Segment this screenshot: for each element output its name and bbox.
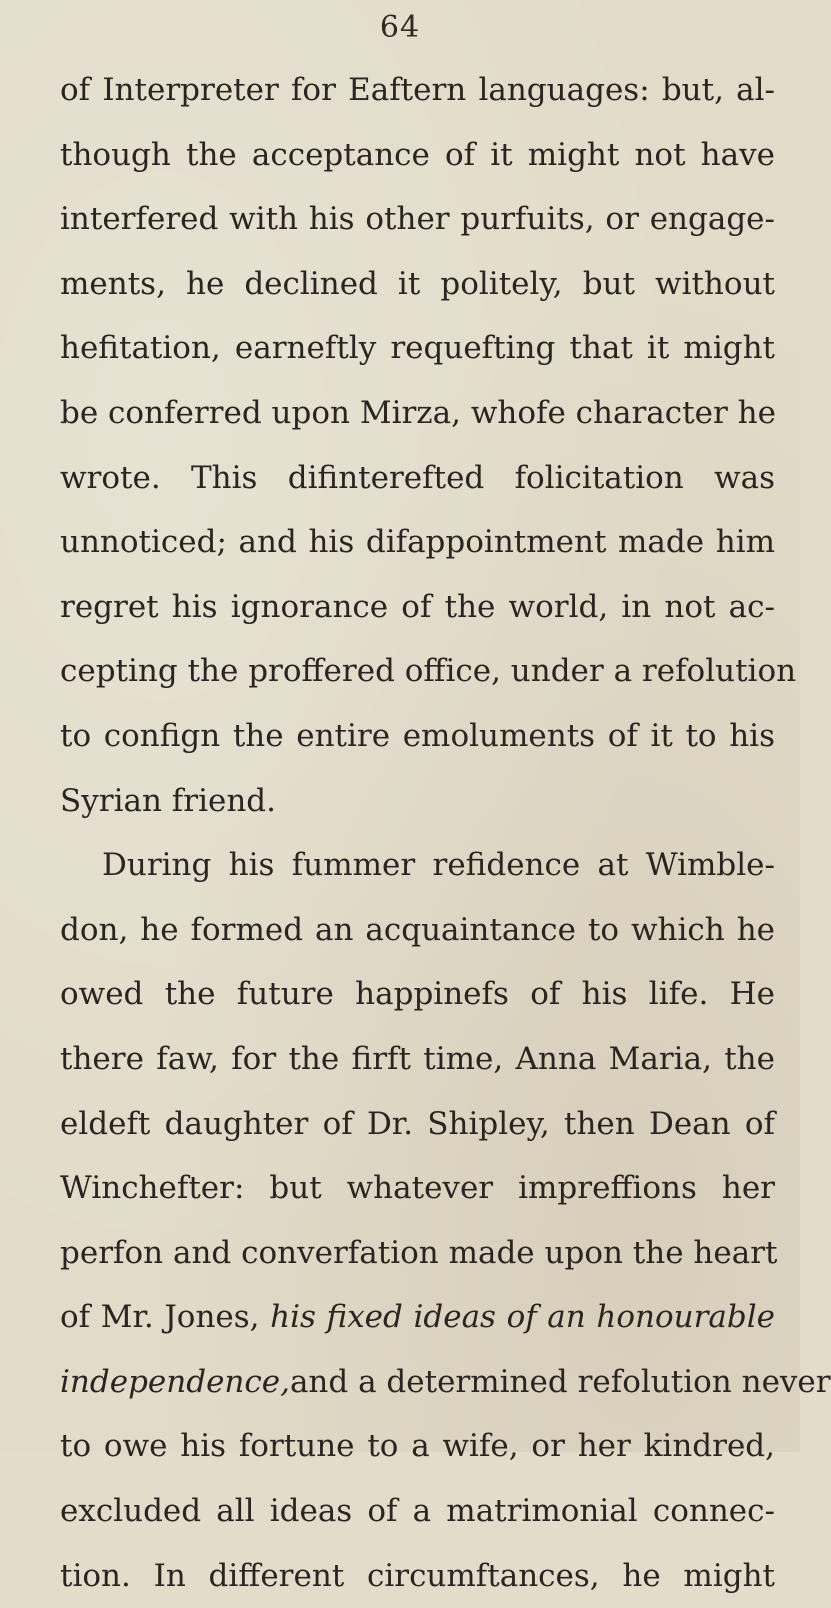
text-line: regret his ignorance of the world, in not ac- — [60, 588, 775, 625]
paragraph-end-line: Syrian friend. — [60, 782, 277, 819]
italic-text-run: independence, — [60, 1363, 290, 1400]
text-line: to owe his fortune to a wife, or her kindred, — [60, 1428, 775, 1465]
text-line: tion. In different circumftances, he might — [60, 1557, 775, 1594]
text-line: interfered with his other purfuits, or engage- — [60, 201, 775, 238]
text-line — [60, 1350, 831, 1415]
body-text — [60, 58, 831, 1608]
text-line: perfon and converfation made upon the heart — [60, 1234, 778, 1271]
text-line: ments, he declined it politely, but without — [60, 265, 775, 302]
text-line: cepting the proffered office, under a refolution — [60, 653, 797, 690]
text-line: of Interpreter for Eaftern languages: but, al- — [60, 72, 775, 108]
italic-text-run: his fixed ideas of an honourable — [270, 1299, 775, 1336]
text-line — [60, 1285, 775, 1350]
text-line: hefitation, earneftly requefting that it might — [60, 330, 775, 367]
text-run: of Mr. Jones, — [60, 1299, 260, 1336]
page-number: 64 — [379, 10, 421, 45]
text-line: don, he formed an acquaintance to which he — [60, 911, 775, 948]
text-run: and a determined refolution never — [289, 1363, 831, 1400]
text-line: excluded all ideas of a matrimonial connec- — [60, 1493, 775, 1530]
text-line: unnoticed; and his difappointment made him — [60, 524, 775, 561]
text-line: be conferred upon Mirza, whofe character he — [60, 394, 776, 431]
text-line: wrote. This difinterefted folicitation was — [60, 459, 775, 496]
text-line: to confign the entire emoluments of it to his — [60, 717, 775, 754]
text-line: Winchefter: but whatever impreffions her — [60, 1170, 775, 1207]
paragraph-start-line: During his fummer refidence at Wimble- — [102, 847, 775, 884]
text-line: eldeft daughter of Dr. Shipley, then Dean of — [60, 1105, 775, 1142]
text-line: owed the future happinefs of his life. He — [60, 976, 775, 1013]
text-line: there faw, for the firft time, Anna Maria, the — [60, 1040, 775, 1077]
text-line: though the acceptance of it might not have — [60, 136, 775, 173]
